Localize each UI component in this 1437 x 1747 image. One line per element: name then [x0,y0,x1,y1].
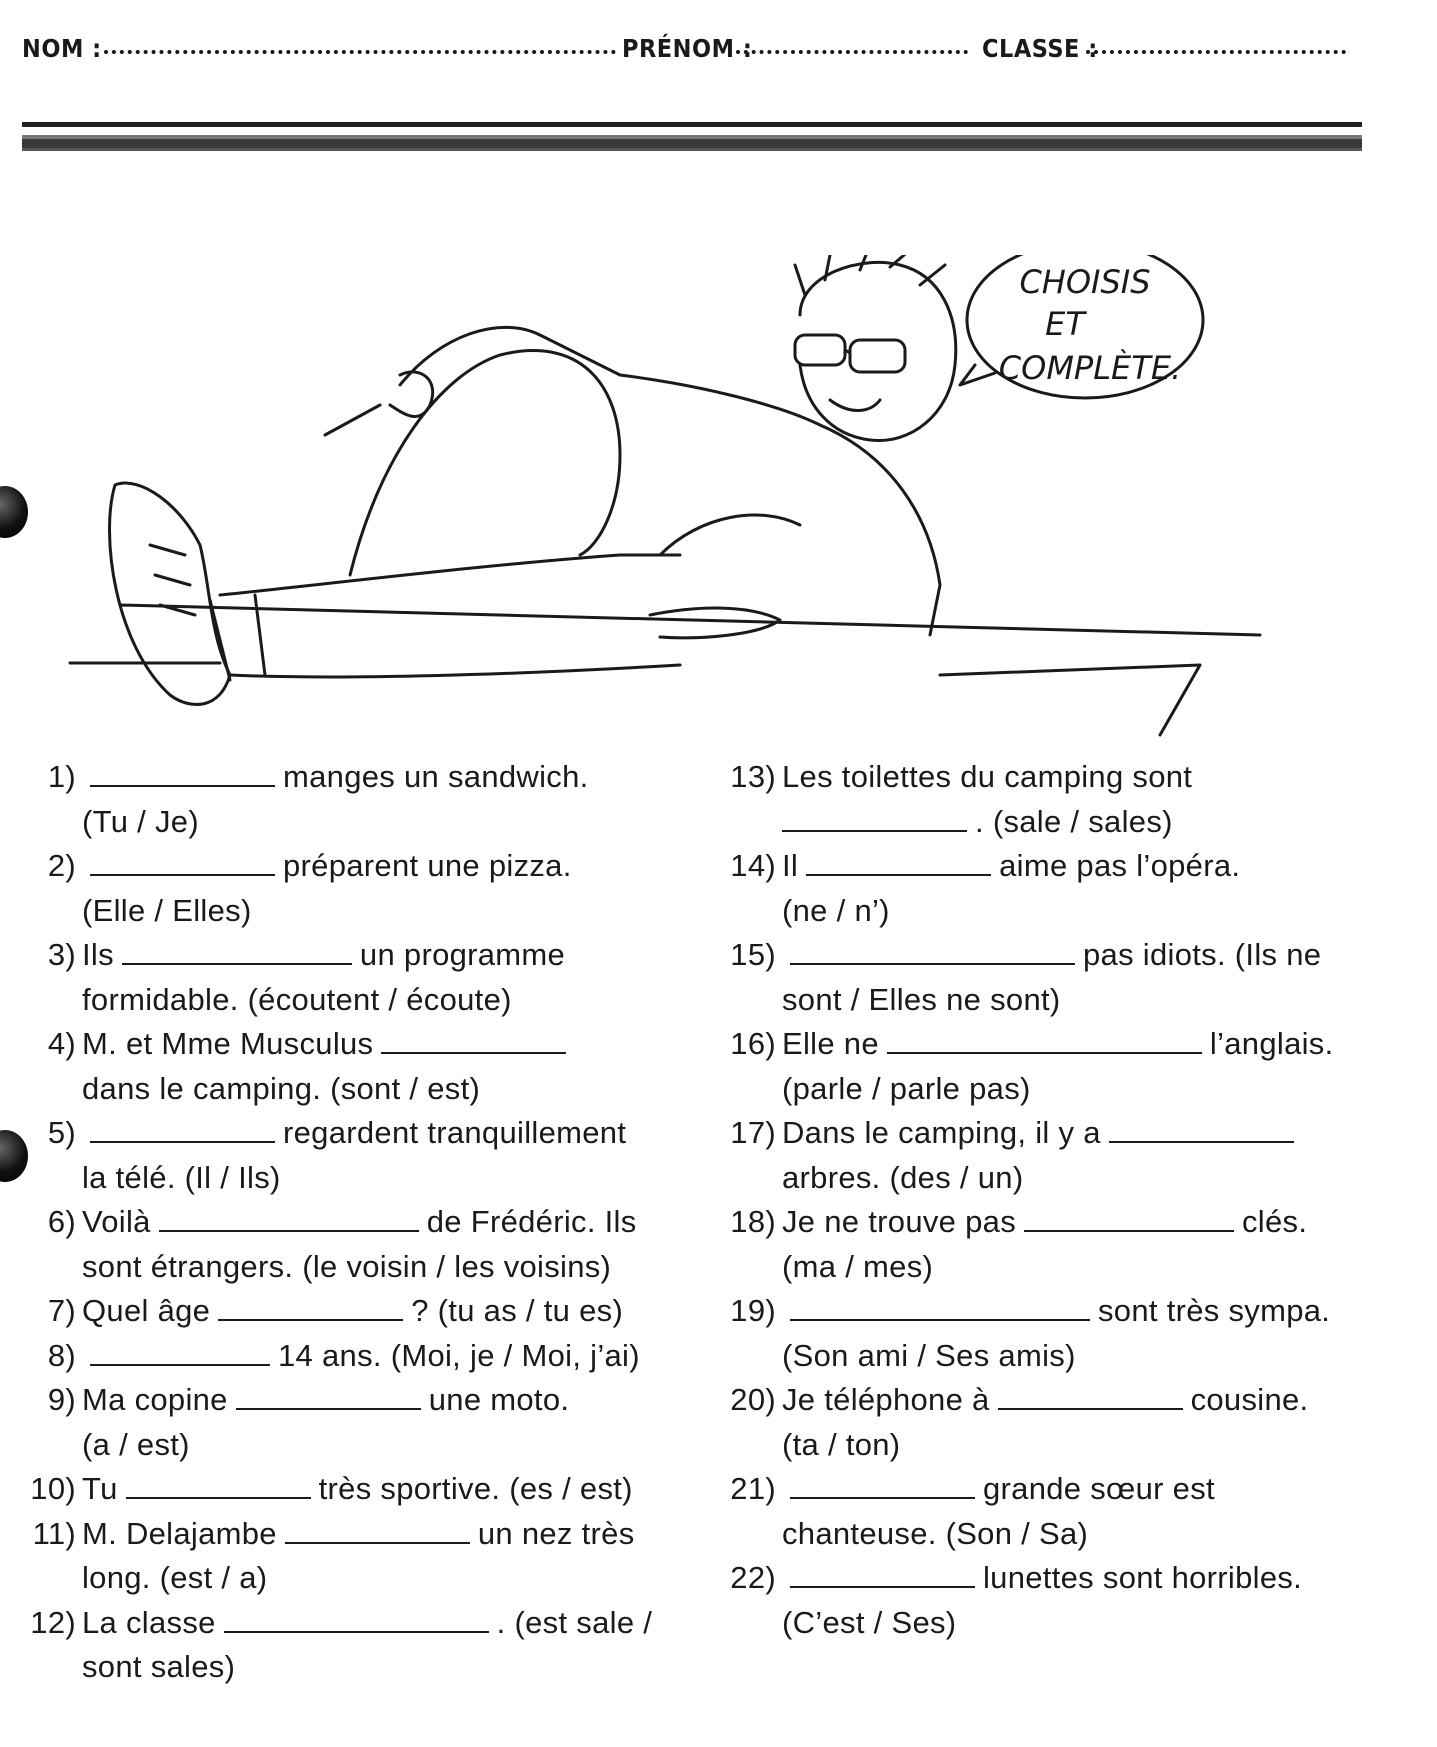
item-prompt-end: 14 ans. (Moi, je / Moi, j’ai) [278,1337,640,1373]
item-prompt-end: un nez très [477,1515,635,1551]
answer-blank[interactable] [90,1363,270,1366]
item-prompt: Voilà [82,1204,151,1239]
item-choices: . (sale / sales) [975,803,1173,839]
answer-blank[interactable] [381,1051,566,1054]
classe-label: CLASSE : [982,34,1098,63]
item-choices: chanteuse. (Son / Sa) [782,1515,1089,1551]
exercise-item [720,1022,1400,1111]
leg-top [220,555,680,595]
upper-arm [400,327,620,385]
item-choices: formidable. (écoutent / écoute) [82,981,512,1017]
answer-blank[interactable] [1109,1140,1294,1143]
knee [350,351,620,575]
item-choices: (Elle / Elles) [82,892,252,928]
answer-blank[interactable] [790,1318,1090,1321]
exercise-item [20,1378,680,1467]
item-choices: arbres. (des / un) [782,1159,1024,1195]
item-number: 4) [47,1026,76,1061]
answer-blank[interactable] [90,784,275,787]
student-info-header [22,34,1352,74]
item-number: 1) [47,759,76,794]
exercise-item [20,1111,680,1200]
answer-blank[interactable] [224,1630,489,1633]
item-text [20,844,680,933]
item-text [720,1556,1400,1645]
torso [620,375,940,635]
item-prompt: La classe [82,1604,216,1640]
exercise-item [720,1467,1400,1556]
item-prompt: Ils [82,937,114,972]
item-text [20,1601,680,1690]
exercise-item [20,1512,680,1601]
item-text [720,844,1400,933]
exercise-item [20,844,680,933]
item-choices: la télé. (Il / Ils) [82,1159,281,1195]
item-prompt-end: aime pas l’opéra. [999,848,1241,883]
item-number: 5) [47,1115,76,1150]
item-text [720,933,1400,1022]
answer-blank[interactable] [1024,1229,1234,1232]
cartoon-illustration [60,255,1320,745]
answer-blank[interactable] [790,962,1075,965]
item-choices: (Tu / Je) [82,803,199,839]
exercise-item [20,1200,680,1289]
item-number: 22) [730,1560,776,1595]
item-number: 20) [730,1382,776,1417]
item-text [720,1022,1400,1111]
nom-field[interactable] [104,50,616,54]
answer-blank[interactable] [790,1496,975,1499]
item-prompt-end: pas idiots. (Ils ne [1083,937,1322,972]
exercise-item [20,1334,680,1379]
item-text [20,755,680,844]
speech-text-line3: COMPLÈTE. [998,349,1182,387]
item-number: 19) [730,1293,776,1328]
answer-blank[interactable] [90,873,275,876]
item-text [720,1378,1400,1467]
item-prompt: Je ne trouve pas [782,1204,1016,1239]
item-text [20,1467,680,1512]
prenom-field[interactable] [736,50,968,54]
exercise-item [20,1601,680,1690]
item-prompt: Dans le camping, il y a [782,1115,1101,1150]
item-text [20,1200,680,1289]
item-number: 17) [730,1115,776,1150]
answer-blank[interactable] [285,1541,470,1544]
item-choices: (C’est / Ses) [782,1604,957,1640]
item-choices: sont sales) [82,1649,236,1684]
item-text [20,1334,680,1379]
answer-blank[interactable] [126,1496,311,1499]
item-number: 6) [47,1204,76,1239]
smile [830,400,880,411]
item-choices: (ma / mes) [782,1248,934,1284]
answer-blank[interactable] [782,829,967,832]
item-choices: long. (est / a) [82,1560,268,1595]
exercise-item [720,1289,1400,1378]
item-prompt-end: sont très sympa. [1098,1293,1331,1328]
item-number: 12) [30,1604,76,1640]
item-choices: (Son ami / Ses amis) [782,1337,1076,1373]
exercise-item [720,755,1400,844]
item-text [20,933,680,1022]
torso-fold [660,515,800,555]
item-prompt-end: . (est sale / [496,1604,653,1640]
item-prompt-end: lunettes sont horribles. [983,1560,1303,1595]
exercise-column-right [720,755,1400,1645]
prenom-label: PRÉNOM : [622,34,753,63]
exercise-item [20,755,680,844]
item-prompt: Tu [82,1471,118,1506]
shoe [110,483,230,704]
header-divider-thick [22,135,1362,151]
answer-blank[interactable] [236,1407,421,1410]
item-prompt-end: très sportive. (es / est) [318,1471,633,1506]
item-text [720,1200,1400,1289]
item-prompt-end: préparent une pizza. [283,848,572,883]
item-prompt: Quel âge [82,1293,211,1328]
item-text [20,1111,680,1200]
exercise-item [20,1467,680,1512]
item-choices: (ta / ton) [782,1426,901,1462]
item-number: 11) [32,1515,76,1551]
item-number: 13) [730,759,776,794]
item-text [720,1111,1400,1200]
item-prompt: Les toilettes du camping sont [782,759,1193,794]
exercise-item [720,1556,1400,1645]
speech-text-line2: ET [1045,305,1085,343]
exercise-item [20,933,680,1022]
item-prompt-end: une moto. [428,1382,570,1417]
item-prompt: M. et Mme Musculus [82,1026,374,1061]
binder-hole-top [0,486,28,538]
item-prompt: Je téléphone à [782,1382,990,1417]
leg-bottom [230,665,680,677]
answer-blank[interactable] [887,1051,1202,1054]
pen [325,405,380,435]
item-number: 8) [47,1337,76,1373]
glasses-left [795,335,845,365]
answer-blank[interactable] [122,962,352,965]
item-number: 3) [47,937,76,972]
exercise-item [720,844,1400,933]
item-text [720,1467,1400,1556]
item-choices: sont / Elles ne sont) [782,981,1061,1017]
item-text [20,1378,680,1467]
hand-knee [390,372,433,417]
item-prompt-end: ? (tu as / tu es) [411,1293,624,1328]
item-choices: (parle / parle pas) [782,1070,1031,1106]
item-number: 9) [47,1382,76,1417]
exercise-item [20,1022,680,1111]
item-text [20,1512,680,1601]
item-prompt: M. Delajambe [82,1515,277,1551]
answer-blank[interactable] [218,1318,403,1321]
item-prompt: Ma copine [82,1382,228,1417]
answer-blank[interactable] [998,1407,1183,1410]
exercise-item [720,1111,1400,1200]
exercise-item [720,1200,1400,1289]
glasses-right [850,340,905,372]
item-text [720,755,1400,844]
speech-text-line1: CHOISIS [1019,263,1151,301]
item-text [20,1022,680,1111]
item-number: 10) [30,1471,76,1506]
item-prompt: Il [782,848,799,883]
nom-label: NOM : [22,34,102,63]
item-prompt-end: clés. [1242,1204,1308,1239]
item-prompt-end: l’anglais. [1209,1026,1334,1061]
exercise-item [20,1289,680,1334]
exercise-item [720,1378,1400,1467]
answer-blank[interactable] [159,1229,419,1232]
header-divider-thin [22,122,1362,127]
item-number: 7) [47,1293,76,1328]
classe-field[interactable] [1086,50,1346,54]
head [800,262,956,440]
item-prompt-end: un programme [359,937,566,972]
paper-sheet [940,665,1200,735]
item-prompt-end: grande sœur est [983,1471,1215,1506]
item-number: 21) [730,1471,776,1506]
item-choices: (a / est) [82,1426,190,1462]
item-number: 15) [730,937,776,972]
item-number: 14) [730,848,776,883]
item-number: 18) [730,1204,776,1239]
item-number: 16) [730,1026,776,1061]
exercise-item [720,933,1400,1022]
item-prompt-end: manges un sandwich. [283,759,589,794]
item-prompt-end: de Frédéric. Ils [426,1204,637,1239]
item-choices: (ne / n’) [782,892,890,928]
item-text [20,1289,680,1334]
answer-blank[interactable] [790,1585,975,1588]
item-choices: dans le camping. (sont / est) [82,1070,481,1106]
item-prompt-end: cousine. [1190,1382,1309,1417]
item-number: 2) [47,848,76,883]
item-choices: sont étrangers. (le voisin / les voisins) [82,1248,612,1284]
exercise-column-left [20,755,680,1690]
item-prompt-end: regardent tranquillement [283,1115,627,1150]
item-prompt: Elle ne [782,1026,879,1061]
answer-blank[interactable] [90,1140,275,1143]
item-text [720,1289,1400,1378]
answer-blank[interactable] [806,873,991,876]
